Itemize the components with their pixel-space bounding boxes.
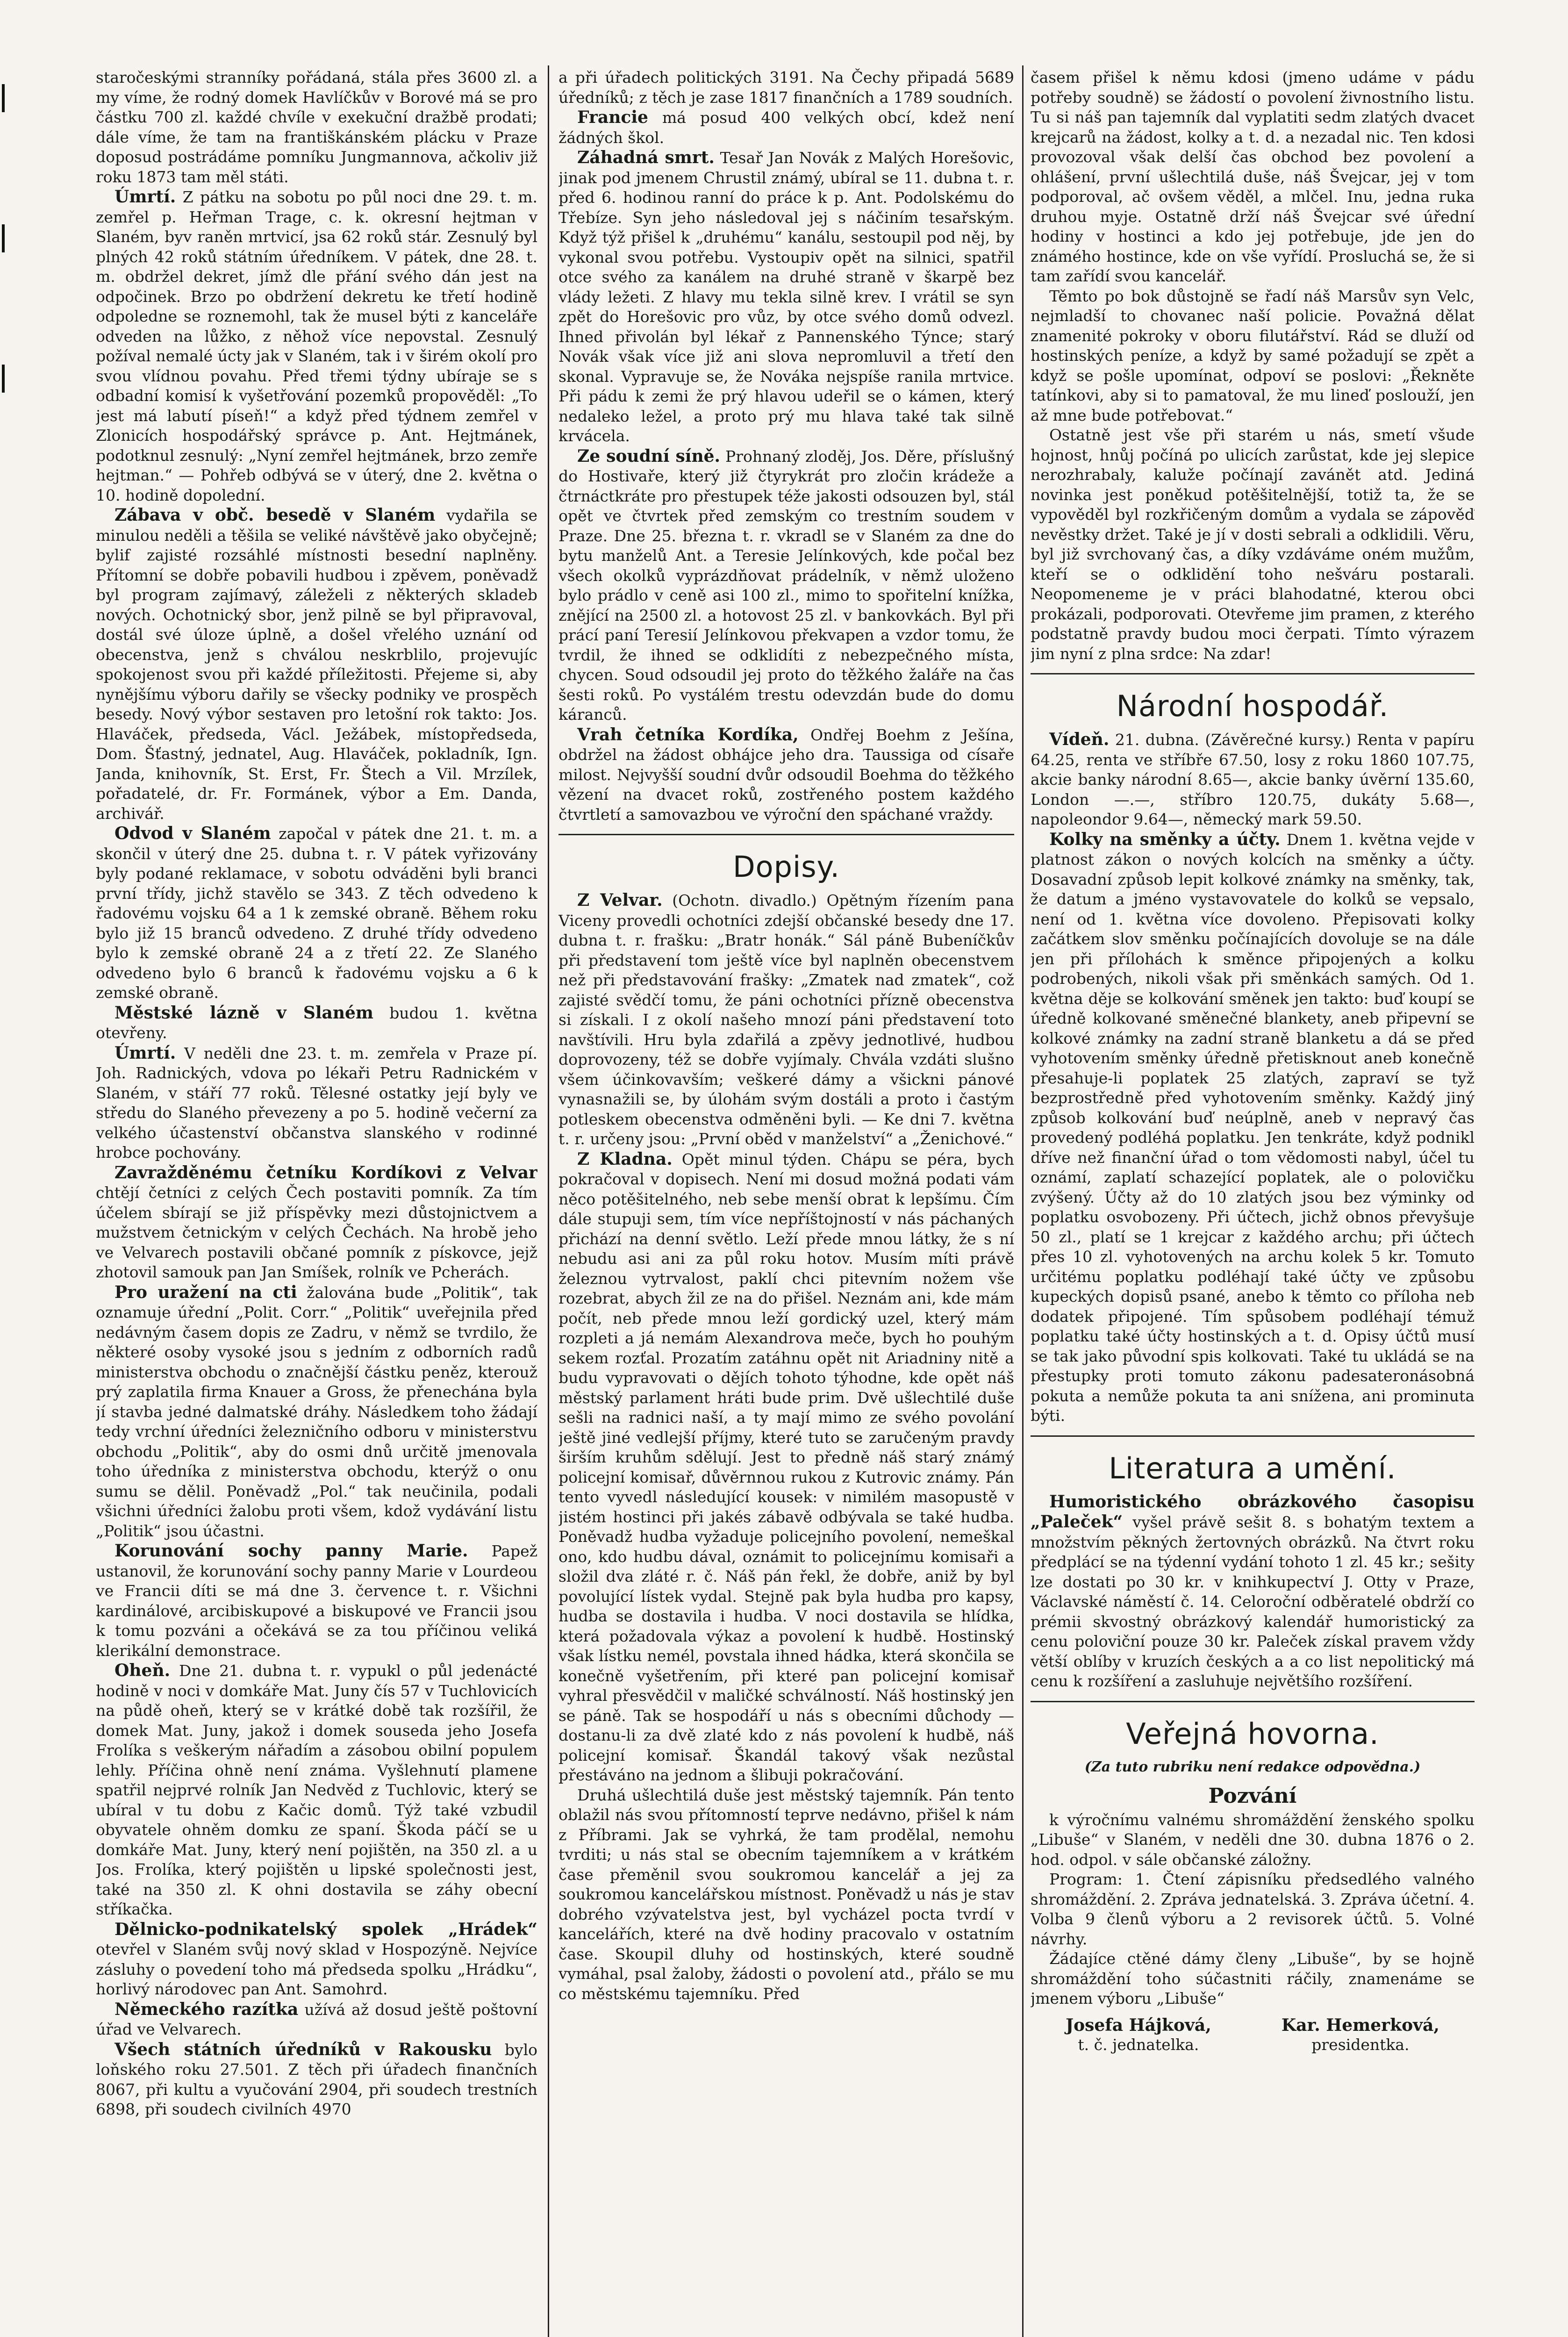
article-text: Těmto po bok důstojně se řadí náš Marsův syn Velc, nejmladší to chovanec naší policie. Považná dělat znamenité pokroky v oboru filutářství. Rád se dluží od hostinských peníze, a když by samé požadují se zpět a když se pošle upomínat, odpoví se poslovi: „Řekněte tatínkovi, aby si to pamatoval, že mu lineď poslouží, jen až mne bude potřebovat.“ <box>1031 287 1475 424</box>
section-divider <box>1031 673 1475 674</box>
column-rule <box>548 65 549 2337</box>
column-rule <box>1022 65 1024 2337</box>
article-text: chtějí četníci z celých Čech postaviti pomník. Za tím účelem sbírají se již příspěvky mezi důstojnictvem a mužstvem četnickým v celých Čechách. Na hrobě jeho ve Velvarech postavili občané pomník z pískovce, jejž zhotovil samouk pan Jan Smíšek, rolník ve Pcherách. <box>96 1183 537 1281</box>
article-paragraph <box>96 1541 537 1661</box>
article-text: bylo loňského roku 27.501. Z těch při úřadech finančních 8067, při kultu a vyučování 2904, při soudech trestních 6898, při soudech civilních 4970 <box>96 2040 537 2118</box>
article-headline: Francie <box>577 108 648 127</box>
article-headline: Korunování sochy panny Marie. <box>115 1541 468 1561</box>
article-text: 21. dubna. (Závěrečné kursy.) Renta v papíru 64.25, renta ve stříbře 67.50, losy z roku 1860 107.75, akcie banky národní 8.65—, akcie banky úvěrní 135.60, London —.—, stříbro 120.75, dukáty 5.68—, napoleondor 9.64—, německý mark 59.50. <box>1031 731 1475 828</box>
signature <box>1282 2015 1439 2055</box>
article-text: Program: 1. Čtení zápisníku předsedlého valného shromáždění. 2. Zpráva jednatelská. 3. Zpráva účetní. 4. Volba 9 členů výboru a 2 revisorek účtů. 5. Volné návrhy. <box>1031 1870 1475 1948</box>
article-paragraph <box>96 1920 537 2000</box>
article-headline: Všech státních úředníků v Rakousku <box>115 2039 492 2059</box>
signature-name: Kar. Hemerková, <box>1281 2015 1439 2035</box>
notice-heading: Pozvání <box>1208 1784 1297 1808</box>
article-headline: Německého razítka <box>115 1999 299 2019</box>
article-paragraph <box>1031 1870 1475 1949</box>
article-text: Dnem 1. května vejde v platnost zákon o nových kolcích na směnky a účty. Dosavadní způsob lepit kolkové známky na směnky, tak, že datum a jméno vystavovatele do kolků se vepsalo, není od 1. května více dovoleno. Přepisovati kolky začátkem slov směnku počínajících dovoluje se na dále jen při přílohách k směnce připojených a kolku podrobených, nikoli však při směnkách samých. Od 1. května děje se kolkování směnek jen takto: buď koupí se úředně kolkované směnečné blankety, aneb připevní se kolkové známky na zadní straně blanketu a dá se před vyhotovením směnky úředně přetisknout aneb konečně přesahuje-li poplatek 25 zlatých, zapraví se tyž bezprostředně před vyhotovením směnky. Každý jiný způsob kolkování buď neúplně, aneb v nepravý čas provedený podléhá poplatku. Jen tenkráte, když podnikl dříve než finanční úřad o tom vědomosti nabyl, účel tu oznámí, zaplatí schazející poplatek, ale o polovičku zvýšený. Účty až do 10 zlatých jsou bez výminky od poplatku osvobozeny. Při účtech, jichž obnos převyšuje 50 zl., platí se 1 krejcar z každého archu; při účtech přes 10 zl. vyhotovených na archu kolek 5 kr. Tomuto určitému poplatku podléhají také účty ve způsobu kupeckých dopisů psané, anebo k těmto co příloha neb dodatek připojené. Tím spůsobem podléhají témuž poplatku také účty hostinských a t. d. Opisy účtů musí se tak jako původní spis kolkovati. Také tu ukládá se na přestupky proti tomuto zákonu padesateronásobná pokuta a nemůže pokuta ta ani snížena, ani prominuta býti. <box>1031 830 1475 1425</box>
article-text: (Ochotn. divadlo.) Opětným řízením pana Viceny provedli ochotníci zdejší občanské besedy dne 17. dubna t. r. frašku: „Bratr honák.“ Sál páně Bubeníčkův při představení tom ještě více byl naplněn obecenstvem než při představování frašky: „Zmatek nad zmatek“, což zajisté svědčí tomu, že páni ochotníci přízně obecenstva si získali. I z okolí našeho mnozí páni představení toto navštívili. Hru byla zdařilá a zpěvy jednotlivé, hudbou doprovozeny, též se dobře vyjímaly. Chvála vzdáti slušno všem účinkovavším; veškeré dámy a všickni pánové vynasnažili se, by úlohám svým dostáli a proto i častým potleskem obecenstva odměněni byli. — Ke dni 7. května t. r. určeny jsou: „První oběd v manželství“ a „Ženichové.“ <box>558 891 1014 1148</box>
article-paragraph <box>1031 287 1475 426</box>
article-paragraph <box>96 2040 537 2120</box>
article-paragraph <box>558 890 1014 1149</box>
article-paragraph <box>1031 425 1475 664</box>
article-headline: Dělnicko-podnikatelský spolek „Hrádek“ <box>115 1919 537 1939</box>
column-2 <box>558 68 1014 2337</box>
section-title: Dopisy. <box>732 850 840 884</box>
section-note: (Za tuto rubriku není redakce odpovědna.) <box>1084 1758 1421 1775</box>
article-text: staročeskými stranníky pořádaná, stála přes 3600 zl. a my víme, že rodný domek Havlíčkův v Borové má se pro částku 700 zl. každé chvíle v exekuční dražbě prodati; dále víme, že tam na františkánském plácku v Praze doposud postrádáme pomníku Jungmannova, ačkoliv již roku 1873 tam měl státi. <box>96 68 537 186</box>
article-paragraph <box>558 1785 1014 2004</box>
article-text: Druhá ušlechtilá duše jest městský tajemník. Pán tento oblažil nás svou přítomností teprve nedávno, přišel k nám z Příbrami. Jak se vyhrká, že tam prodělal, nemohu tvrditi; u nás stal se obecním tajemníkem a v krátkém čase přeměnil svou soukromou kancelář a jej za soukromou kancelářskou místnost. Poněvadž u nás je stav dobrého vzývatelstva jest, byl vycházel pocta tvrdí v kancelářích, které na dvě hodiny pracovalo v ostatním čase. Skoupil dluhy od hostinských, které soudně vymáhal, psal žaloby, žádosti o povolení atd., přálo se mu co městskému tajemníku. Před <box>558 1785 1014 2003</box>
article-text: Papež ustanovil, že korunování sochy panny Marie v Lourdeou ve Francii díti se má dne 3. července t. r. Všichni kardinálové, arcibiskupové a biskupové ve Francii jsou k tomu pozváni a očekává se za tou příčinou veliká klerikální demonstrace. <box>96 1542 537 1660</box>
article-paragraph <box>96 505 537 824</box>
article-text: V neděli dne 23. t. m. zemřela v Praze pí. Joh. Radnických, vdova po lékaři Petru Radnickém v Slaném, v stáří 77 roků. Tělesné ostatky její byly ve středu do Slaného převezeny a po 5. hodině večerní za velkého účastenství občanstva slanského v rodinné hrobce pochovány. <box>96 1044 537 1161</box>
article-paragraph <box>1031 68 1475 287</box>
article-text: Ostatně jest vše při starém u nás, smetí všude hojnost, hnůj počíná po ulicích zarůstat, kde jej slepice nerozhrabaly, kaluže počínají zavánět atd. Jediná novinka jest poněkud potěšitelnější, totiž ta, že se vypověděl byl rozkřičeným domům a vydala se zápověď nevěstky držet. Také je jí v dosti sebrali a odklidili. Věru, byl již svrchovaný čas, a díky vzdáváme oném mužům, kteří se o odklidění toho nešváru postarali. Neopomeneme je v práci blahodatné, kterou obci prokázali, podporovati. Otevřeme jim pramen, z kterého podstatně pravdy budou moci čerpati. Tímto výrazem jim nyní z plna srdce: Na zdar! <box>1031 426 1475 663</box>
article-headline: Humoristického obrázkového časopisu „Paleček“ <box>1031 1491 1475 1532</box>
signature-role: presidentka. <box>1311 2036 1410 2054</box>
article-paragraph <box>558 68 1014 108</box>
article-text: Tesař Jan Novák z Malých Horešovic, jinak pod jmenem Chrustil známý, ubíral se 11. dubna t. r. před 6. hodinou ranní do práce k p. Ant. Podolskému do Třebíze. Syn jeho následoval jej s náčiním tesařským. Když týž přišel k „druhému“ kanálu, sestoupil pod něj, by vykonal svou potřebu. Vystoupiv opět na silnici, spatřil otce svého za kanálem na druhé straně v škarpě bez vlády ležeti. Z hlavy mu tekla silně krev. I vrátil se syn zpět do Horešovic pro vůz, by otce svého domů odvezl. Ihned přivolán byl lékař z Pannenského Týnce; starý Novák však více již ani slova nepromluvil a třetí den skonal. Vypravuje se, že Nováka nejspíše ranila mrtvice. Při pádu k zemi že prý hlavou udeřil se o kámen, který nedaleko ležel, a proto prý mu hlava také tak silně krvácela. <box>558 149 1014 445</box>
edge-mark <box>2 365 5 393</box>
section-divider <box>1031 1435 1475 1437</box>
article-paragraph <box>558 725 1014 825</box>
article-paragraph <box>96 2000 537 2040</box>
article-headline: Oheň. <box>115 1661 171 1680</box>
article-text: budou 1. května otevřeny. <box>96 1004 537 1042</box>
article-headline: Pro uražení na cti <box>115 1282 297 1302</box>
article-paragraph <box>1031 1810 1475 1870</box>
article-text: vyšel právě sešit 8. s bohatým textem a množstvím pěkných žertovných obrázků. Na čtvrt roku předplácí se na týdenní vydání tohoto 1 zl. 45 kr.; sešity lze dostati po 30 kr. v knihkupectví J. Otty v Praze, Václavské náměstí č. 14. Celoroční odběratelé obdrží co prémii skvostný obrázkový kalendář humoristický za cenu poloviční pouze 30 kr. Paleček získal pravem vždy větší oblíby v kruzích českých a a co list nepolitický má cenu k rozšíření a zasluhuje největšího rozšíření. <box>1031 1513 1475 1690</box>
article-text: užívá až dosud ještě poštovní úřad ve Velvarech. <box>96 2000 537 2038</box>
section-title: Literatura a umění. <box>1109 1451 1396 1485</box>
article-text: otevřel v Slaném svůj nový sklad v Hospozýně. Nejvíce zásluhy o povedení toho má předseda spolku „Hrádku“, horlivý národovec pan Ant. Samohrd. <box>96 1940 537 1998</box>
article-paragraph <box>96 1283 537 1541</box>
article-headline: Městské lázně v Slaném <box>115 1003 374 1023</box>
article-text: započal v pátek dne 21. t. m. a skončil v úterý dne 25. dubna t. r. V pátek vyřizovány byly podané reklamace, v sobotu odváděni byli branci první třídy, jichž stavělo se 343. Z těch odvedeno k řadovému vojsku 64 a 1 k zemské obraně. Během roku bylo již 15 branců odvedeno. Z druhé třídy odvedeno bylo k zemské obraně 24 a z třetí 22. Ze Slaného odvedeno bylo 6 branců k řadovému vojsku a 6 k zemské obraně. <box>96 824 537 1002</box>
article-headline: Zábava v obč. besedě v Slaném <box>115 505 436 525</box>
article-headline: Úmrtí. <box>115 1043 176 1063</box>
article-text: Prohnaný zloděj, Jos. Děre, příslušný do Hostivaře, který již čtyrykrát pro zločin krádeže a čtrnáctkráte pro přestupek téže jakosti odsouzen byl, stál opět ve čtvrtek před zemským co trestním soudem v Praze. Dne 25. března t. r. vkradl se v Slaném za dne do bytu manželů Ant. a Teresie Jelínkových, kde počal bez všech okolků vyprázdňovat prádelník, v němž uloženo bylo prádlo v ceně asi 100 zl., mimo to spořitelní knížka, znějící na 2500 zl. a hotovost 25 zl. v bankovkách. Byl při prácí paní Teresií Jelínkovou překvapen a vzdor tomu, že tvrdil, že ihned se odklidíti z nebezpečného místa, chycen. Soud odsoudil jej proto do těžkého žaláře na čas šesti roků. Po vystálém trestu odevzdán bude do domu káranců. <box>558 447 1014 724</box>
article-paragraph <box>558 1149 1014 1785</box>
article-text: Ondřej Boehm z Ješína, obdržel na žádost obhájce jeho dra. Taussiga od císaře milost. Nejvyšší soudní dvůr odsoudil Boehma do těžkého vězení na dvacet roků, zostřeného postem každého čtvrtletí a samovazbou ve výroční den spáchané vraždy. <box>558 725 1014 824</box>
signature-name: Josefa Hájková, <box>1066 2015 1211 2035</box>
article-paragraph <box>96 1043 537 1163</box>
article-text: Opět minul týden. Chápu se péra, bych pokračoval v dopisech. Není mi dosud možná podati vám něco potěšitelného, neb sebe menší obrat k lepšímu. Čím dále stupuji sem, tím více nepříštojností v nás páchaných přichází na denní světlo. Leží přede mnou látky, že s ní nebudu asi ani za půl roku hotov. Musím míti právě železnou vytrvalost, paklí chci pitevním nožem vše rozebrat, abych žil ze na do přišel. Neznám ani, kde mám počít, neb přede mnou leží gordický uzel, který mám rozpleti a já nemám Alexandrova meče, bych ho pouhým sekem rozťal. Prozatím zatáhnu opět nit Ariadniny nitě a budu vypravovati o dějích tohoto týhodne, kde opět náš městský parlament hráti bude prim. Dvě ušlechtilé duše sešli na radnici naší, a ty mají mimo ze svého povolání ještě jiné vedlejší příjmy, které tuto se zaručeným pravdy širším kruhům sdělují. Jest to předně náš starý známý policejní komisař, důvěrnnou rukou z Kutrovic známy. Pán tento vyvedl následující kousek: v nimilém masopustě v jistém hostinci při jakés zábavě odbývala se také hudba. Poněvadž hudba vyžaduje policejního povolení, nemeškal ono, kdo hudbu dával, oznámit to policejnímu komisaři a složil dva zláté r. č. Náš pán řekl, že dobře, aniž by byl povolující lístek vydal. Stejně pak byla hudba pro kapsy, hudba se dostavila i hudba. V noci dostavila se hlídka, která požadovala výkaz a povolení k hudbě. Hostinský však lístku nemél, povstala ihned hádka, která skončila se konečně vyšetřením, při které pan policejní komisař vyhral přesvědčil v maličké schválností. Náš hostinský jen se páně. Tak se hospodáří u nás s obecními důchody — dostanu-li za dvě zlaté kdo z nás povolení k hudbě, náš policejní komisař. Škandál takový však nezůstal přestáváno na jednom a šlibuji pokračování. <box>558 1150 1014 1784</box>
article-text: časem přišel k němu kdosi (jmeno udáme v pádu potřeby soudně) se žádostí o povolení živnostního listu. Tu si náš pan tajemník dal vyplatiti sedm zlatých dvacet krejcarů na žádost, kolky a t. d. a nezadal nic. Ten kdosi provozoval však delší čas obchod bez povolení a ohlášení, první ušlechtilá duše, náš Švejcar, jej v tom podporoval, ač ovšem věděl, a mlčel. Inu, jedna ruka druhou myje. Ostatně drží náš Švejcar své úřední hodiny v hostinci a kdo jej potřebuje, jde jen do známého hostince, kde on vše vyřídí. Prosluchá se, že si tam zařídí svou kancelář. <box>1031 68 1475 285</box>
article-paragraph <box>96 1661 537 1920</box>
article-headline: Zavražděnému četníku Kordíkovi z Velvar <box>115 1162 537 1183</box>
article-headline: Záhadná smrt. <box>577 148 715 167</box>
article-headline: Kolky na směnky a účty. <box>1049 829 1281 849</box>
column-1 <box>96 68 537 2337</box>
article-paragraph <box>96 1163 537 1283</box>
article-paragraph <box>1031 1492 1475 1692</box>
article-text: Dne 21. dubna t. r. vypukl o půl jedenácté hodině v noci v domkáře Mat. Juny čís 57 v Tuchlovicích na půdě oheň, který se v krátké době tak rozšířil, že domek Mat. Juny, jakož i domek souseda jeho Josefa Frolíka s veškerým nářadím a zásobou obilní populem lehly. Příčina ohně není známa. Vyšlehnutí plamene spatřil nejprvé rolník Jan Nedvěd z Tuchlovic, který se ubíral v tu dobu z Kačic domů. Týž také vzbudil obyvatele ohněm domku ze spaní. Škoda páčí se u domkáře Mat. Juny, který není pojištěn, na 350 zl. a u Jos. Frolíka, který pojištěn u lipské společnosti jest, také na 350 zl. K ohni dostavila se záhy obecní stříkačka. <box>96 1662 537 1918</box>
section-title: Veřejná hovorna. <box>1126 1716 1379 1751</box>
article-text: Z pátku na sobotu po půl noci dne 29. t. m. zemřel p. Heřman Trage, c. k. okresní hejtman v Slaném, byv raněn mrtvicí, jsa 62 roků stár. Zesnulý byl plných 42 roků státním úředníkem. V pátek, dne 28. t. m. obdržel dekret, jímž dle přání svého dán jest na odpočinek. Brzo po obdržení dekretu ke třetí hodině odpoledne se roznemohl, tak že musel býti z kanceláře odveden na lůžko, z něhož více nepovstal. Zesnulý požíval nemalé úcty jak v Slaném, tak i v širém okolí pro svou vlídnou povahu. Před třemi týdny ubíraje se s odbadní komisí k vyšetřování pozemků propověděl: „To jest má labutí píseň!“ a když před týdnem zemřel v Zlonicích hospodářský správce p. Ant. Hejtmánek, podotknul zesnulý: „Nyní zemřel hejtmánek, brzo zemře hejtman.“ — Pohřeb odbývá se v úterý, dne 2. května o 10. hodině dopolední. <box>96 188 537 504</box>
signature-role: t. č. jednatelka. <box>1078 2036 1199 2054</box>
edge-mark <box>2 224 5 252</box>
section-title: Národní hospodář. <box>1116 689 1389 723</box>
article-text: žalována bude „Politik“, tak oznamuje úřední „Polit. Corr.“ „Politik“ uveřejnila před nedávným časem dopis ze Zadru, v němž se tvrdilo, že některé osoby vysoké jsou s jedním z odborních radů ministerstva obchodu o značnější částku peněz, kterouž prý zaplatila firma Knauer a Gross, že přenechána byla jí stavba jedné dalmatské dráhy. Následkem toho žádají tedy vrchní úředníci železničního odboru v ministerstvu obchodu „Politik“, aby do osmi dnů určitě jmenovala toho úředníka z ministerstva obchodu, kterýž o onu sumu se dělil. Poněvadž „Pol.“ tak neučinila, podali všichni úředníci žalobu proti všem, kdož vydávání listu „Politik“ jsou účastni. <box>96 1283 537 1540</box>
article-text: k výročnímu valnému shromáždění ženského spolku „Libuše“ v Slaném, v neděli dne 30. dubna 1876 o 2. hod. odpol. v sále občanské záložny. <box>1031 1810 1475 1869</box>
article-headline: Ze soudní síně. <box>577 446 721 466</box>
signatures <box>1031 2015 1475 2055</box>
article-text: a při úřadech politických 3191. Na Čechy připadá 5689 úředníků; z těch je zase 1817 finančních a 1789 soudních. <box>558 68 1014 107</box>
article-headline: Vrah četníka Kordíka, <box>577 724 799 745</box>
article-text: vydařila se minulou neděli a těšila se veliké návštěvě jako obyčejně; bylif zajisté rozsáhlé místnosti besední naplněny. Přítomní se dobře pobavili hudbou i zpěvem, poněvadž byl program zajímavý, záleželi z některých skladeb nových. Ochotnický sbor, jenž pilně se byl připravoval, dostál své úloze úplně, a došel vřelého uznání od obecenstva, jenž s chválou neskrblilo, projevujíc spokojenost svou při každé příležitosti. Přejeme si, aby nynějšímu výboru dařily se všecky podniky ve prospěch besedy. Nový výbor sestaven pro letošní rok takto: Jos. Hlaváček, předseda, Václ. Ježábek, místopředseda, Dom. Šťastný, jednatel, Aug. Hlaváček, pokladník, Ign. Janda, knihovník, St. Erst, Fr. Štech a Vil. Mrzílek, pořadatelé, dr. Fr. Formánek, výbor a Em. Danda, archivář. <box>96 506 537 823</box>
article-headline: Úmrtí. <box>115 187 176 207</box>
left-edge-marks <box>0 84 9 645</box>
article-paragraph <box>96 824 537 1003</box>
article-headline: Z Velvar. <box>577 890 663 910</box>
article-paragraph <box>1031 1949 1475 2009</box>
article-paragraph <box>96 187 537 505</box>
edge-mark <box>2 84 5 112</box>
article-headline: Vídeň. <box>1049 730 1110 749</box>
article-text: Žádajíce ctěné dámy členy „Libuše“, by se hojně shromáždění toho súčastniti ráčily, znamenáme se jmenem výboru „Libuše“ <box>1031 1950 1475 2007</box>
article-text: má posud 400 velkých obcí, kdež není žádných škol. <box>558 108 1014 147</box>
article-paragraph <box>558 108 1014 148</box>
section-divider <box>1031 1701 1475 1702</box>
article-paragraph <box>96 68 537 187</box>
column-3 <box>1031 68 1475 2337</box>
article-paragraph <box>558 148 1014 446</box>
article-headline: Z Kladna. <box>577 1149 673 1169</box>
signature <box>1066 2015 1211 2055</box>
section-divider <box>558 834 1014 835</box>
article-headline: Odvod v Slaném <box>115 824 271 843</box>
article-paragraph <box>1031 730 1475 830</box>
article-paragraph <box>96 1003 537 1043</box>
article-paragraph <box>1031 830 1475 1426</box>
article-paragraph <box>558 446 1014 725</box>
